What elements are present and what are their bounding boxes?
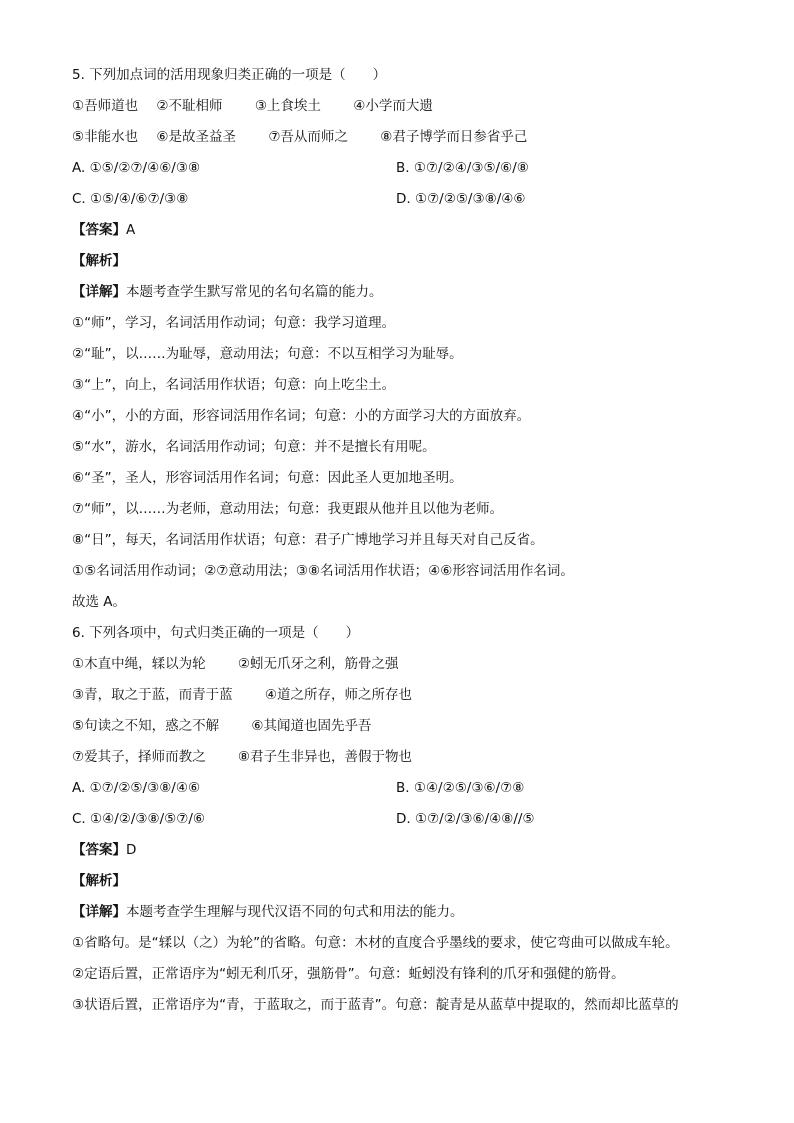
q5-items-line2 bbox=[72, 122, 722, 153]
q6-item: ④道之所存，师之所存也 bbox=[264, 687, 413, 703]
q5-explanation: ①“师”，学习，名词活用作动词；句意：我学习道理。 bbox=[72, 315, 396, 331]
q6-explanation: ②定语后置，正常语序为“蚓无利爪牙，强筋骨”。句意：蚯蚓没有锋利的爪牙和强健的筋骨。 bbox=[72, 966, 625, 982]
q5-detail bbox=[72, 277, 722, 308]
q5-item: ②不耻相师 bbox=[156, 98, 223, 114]
q5-summary: ①⑤名词活用作动词；②⑦意动用法；③⑧名词活用作状语；④⑥形容词活用作名词。 bbox=[72, 563, 574, 579]
answer-value: A bbox=[126, 222, 136, 238]
q6-items-line bbox=[72, 742, 722, 773]
q6-answer bbox=[72, 835, 722, 866]
q6-item: ⑦爱其子，择师而教之 bbox=[72, 749, 206, 765]
q6-option-c: C. ①④/②/③⑧/⑤⑦/⑥ bbox=[72, 811, 206, 827]
q5-item: ⑧君子博学而日参省乎己 bbox=[380, 129, 528, 145]
q5-item: ④小学而大遗 bbox=[353, 98, 433, 114]
q5-item: ①吾师道也 bbox=[72, 98, 139, 114]
q5-explanation: ⑧“日”，每天，名词活用作状语；句意：君子广博地学习并且每天对自己反省。 bbox=[72, 532, 544, 548]
analysis-label: 【解析】 bbox=[72, 873, 126, 889]
q6-item: ②蚓无爪牙之利，筋骨之强 bbox=[237, 656, 399, 672]
q5-option-d: D. ①⑦/②⑤/③⑧/④⑥ bbox=[396, 191, 526, 207]
q5-explanation: ⑤“水”，游水，名词活用作动词；句意：并不是擅长有用呢。 bbox=[72, 439, 436, 455]
q6-options-row1 bbox=[72, 773, 722, 804]
q5-explanation: ⑥“圣”，圣人，形容词活用作名词；句意：因此圣人更加地圣明。 bbox=[72, 470, 463, 486]
q5-explanation: ④“小”，小的方面，形容词活用作名词；句意：小的方面学习大的方面放弃。 bbox=[72, 408, 531, 424]
q6-explanation: ①省略句。是“𫐓以（之）为轮”的省略。句意：木材的直度合乎墨线的要求，使它弯曲可以做成车轮。 bbox=[72, 935, 679, 951]
q6-option-d: D. ①⑦/②/③⑥/④⑧//⑤ bbox=[396, 811, 535, 827]
q6-option-b: B. ①④/②⑤/③⑥/⑦⑧ bbox=[396, 780, 525, 796]
detail-intro: 本题考查学生理解与现代汉语不同的句式和用法的能力。 bbox=[126, 904, 464, 920]
detail-label: 【详解】 bbox=[72, 284, 126, 300]
q5-option-a: A. ①⑤/②⑦/④⑥/③⑧ bbox=[72, 160, 201, 176]
q5-item: ⑦吾从而师之 bbox=[268, 129, 348, 145]
q5-options-row1 bbox=[72, 153, 722, 184]
q5-option-c: C. ①⑤/④/⑥⑦/③⑧ bbox=[72, 191, 189, 207]
q5-conclusion: 故选 A。 bbox=[72, 594, 127, 610]
q6-items-line bbox=[72, 649, 722, 680]
answer-label: 【答案】 bbox=[72, 842, 126, 858]
q6-detail bbox=[72, 897, 722, 928]
q5-options-row2 bbox=[72, 184, 722, 215]
q5-stem: 5. 下列加点词的活用现象归类正确的一项是（ ） bbox=[72, 67, 387, 83]
q6-items-line bbox=[72, 680, 722, 711]
q5-option-b: B. ①⑦/②④/③⑤/⑥/⑧ bbox=[396, 160, 529, 176]
answer-value: D bbox=[126, 842, 137, 858]
q5-explanation: ⑦“师”，以……为老师，意动用法；句意：我更跟从他并且以他为老师。 bbox=[72, 501, 504, 517]
q6-option-a: A. ①⑦/②⑤/③⑧/④⑥ bbox=[72, 780, 201, 796]
q6-items-line bbox=[72, 711, 722, 742]
document-page bbox=[72, 60, 722, 1021]
q6-analysis bbox=[72, 866, 722, 897]
answer-label: 【答案】 bbox=[72, 222, 126, 238]
q5-item: ③上食埃土 bbox=[254, 98, 321, 114]
q6-item: ⑥其闻道也固先乎吾 bbox=[251, 718, 372, 734]
q6-options-row2 bbox=[72, 804, 722, 835]
q5-item: ⑤非能水也 bbox=[72, 129, 139, 145]
detail-intro: 本题考查学生默写常见的名句名篇的能力。 bbox=[126, 284, 383, 300]
q5-item: ⑥是故圣益圣 bbox=[156, 129, 237, 145]
q6-item: ⑤句读之不知，惑之不解 bbox=[72, 718, 220, 734]
detail-label: 【详解】 bbox=[72, 904, 126, 920]
q6-item: ①木直中绳，𫐓以为轮 bbox=[72, 656, 206, 672]
analysis-label: 【解析】 bbox=[72, 253, 126, 269]
q5-explanation: ②“耻”，以……为耻辱，意动用法；句意：不以互相学习为耻辱。 bbox=[72, 346, 463, 362]
q5-answer bbox=[72, 215, 722, 246]
q6-stem: 6. 下列各项中，句式归类正确的一项是（ ） bbox=[72, 625, 360, 641]
q6-item: ③青，取之于蓝，而青于蓝 bbox=[72, 687, 233, 703]
q5-explanation: ③“上”，向上，名词活用作状语；句意：向上吃尘土。 bbox=[72, 377, 396, 393]
q5-analysis bbox=[72, 246, 722, 277]
q5-items-line1 bbox=[72, 91, 722, 122]
q6-explanation: ③状语后置，正常语序为“青，于蓝取之，而于蓝青”。句意：靛青是从蓝草中提取的，然而却比蓝草的 bbox=[72, 997, 679, 1013]
q6-item: ⑧君子生非异也，善假于物也 bbox=[237, 749, 413, 765]
